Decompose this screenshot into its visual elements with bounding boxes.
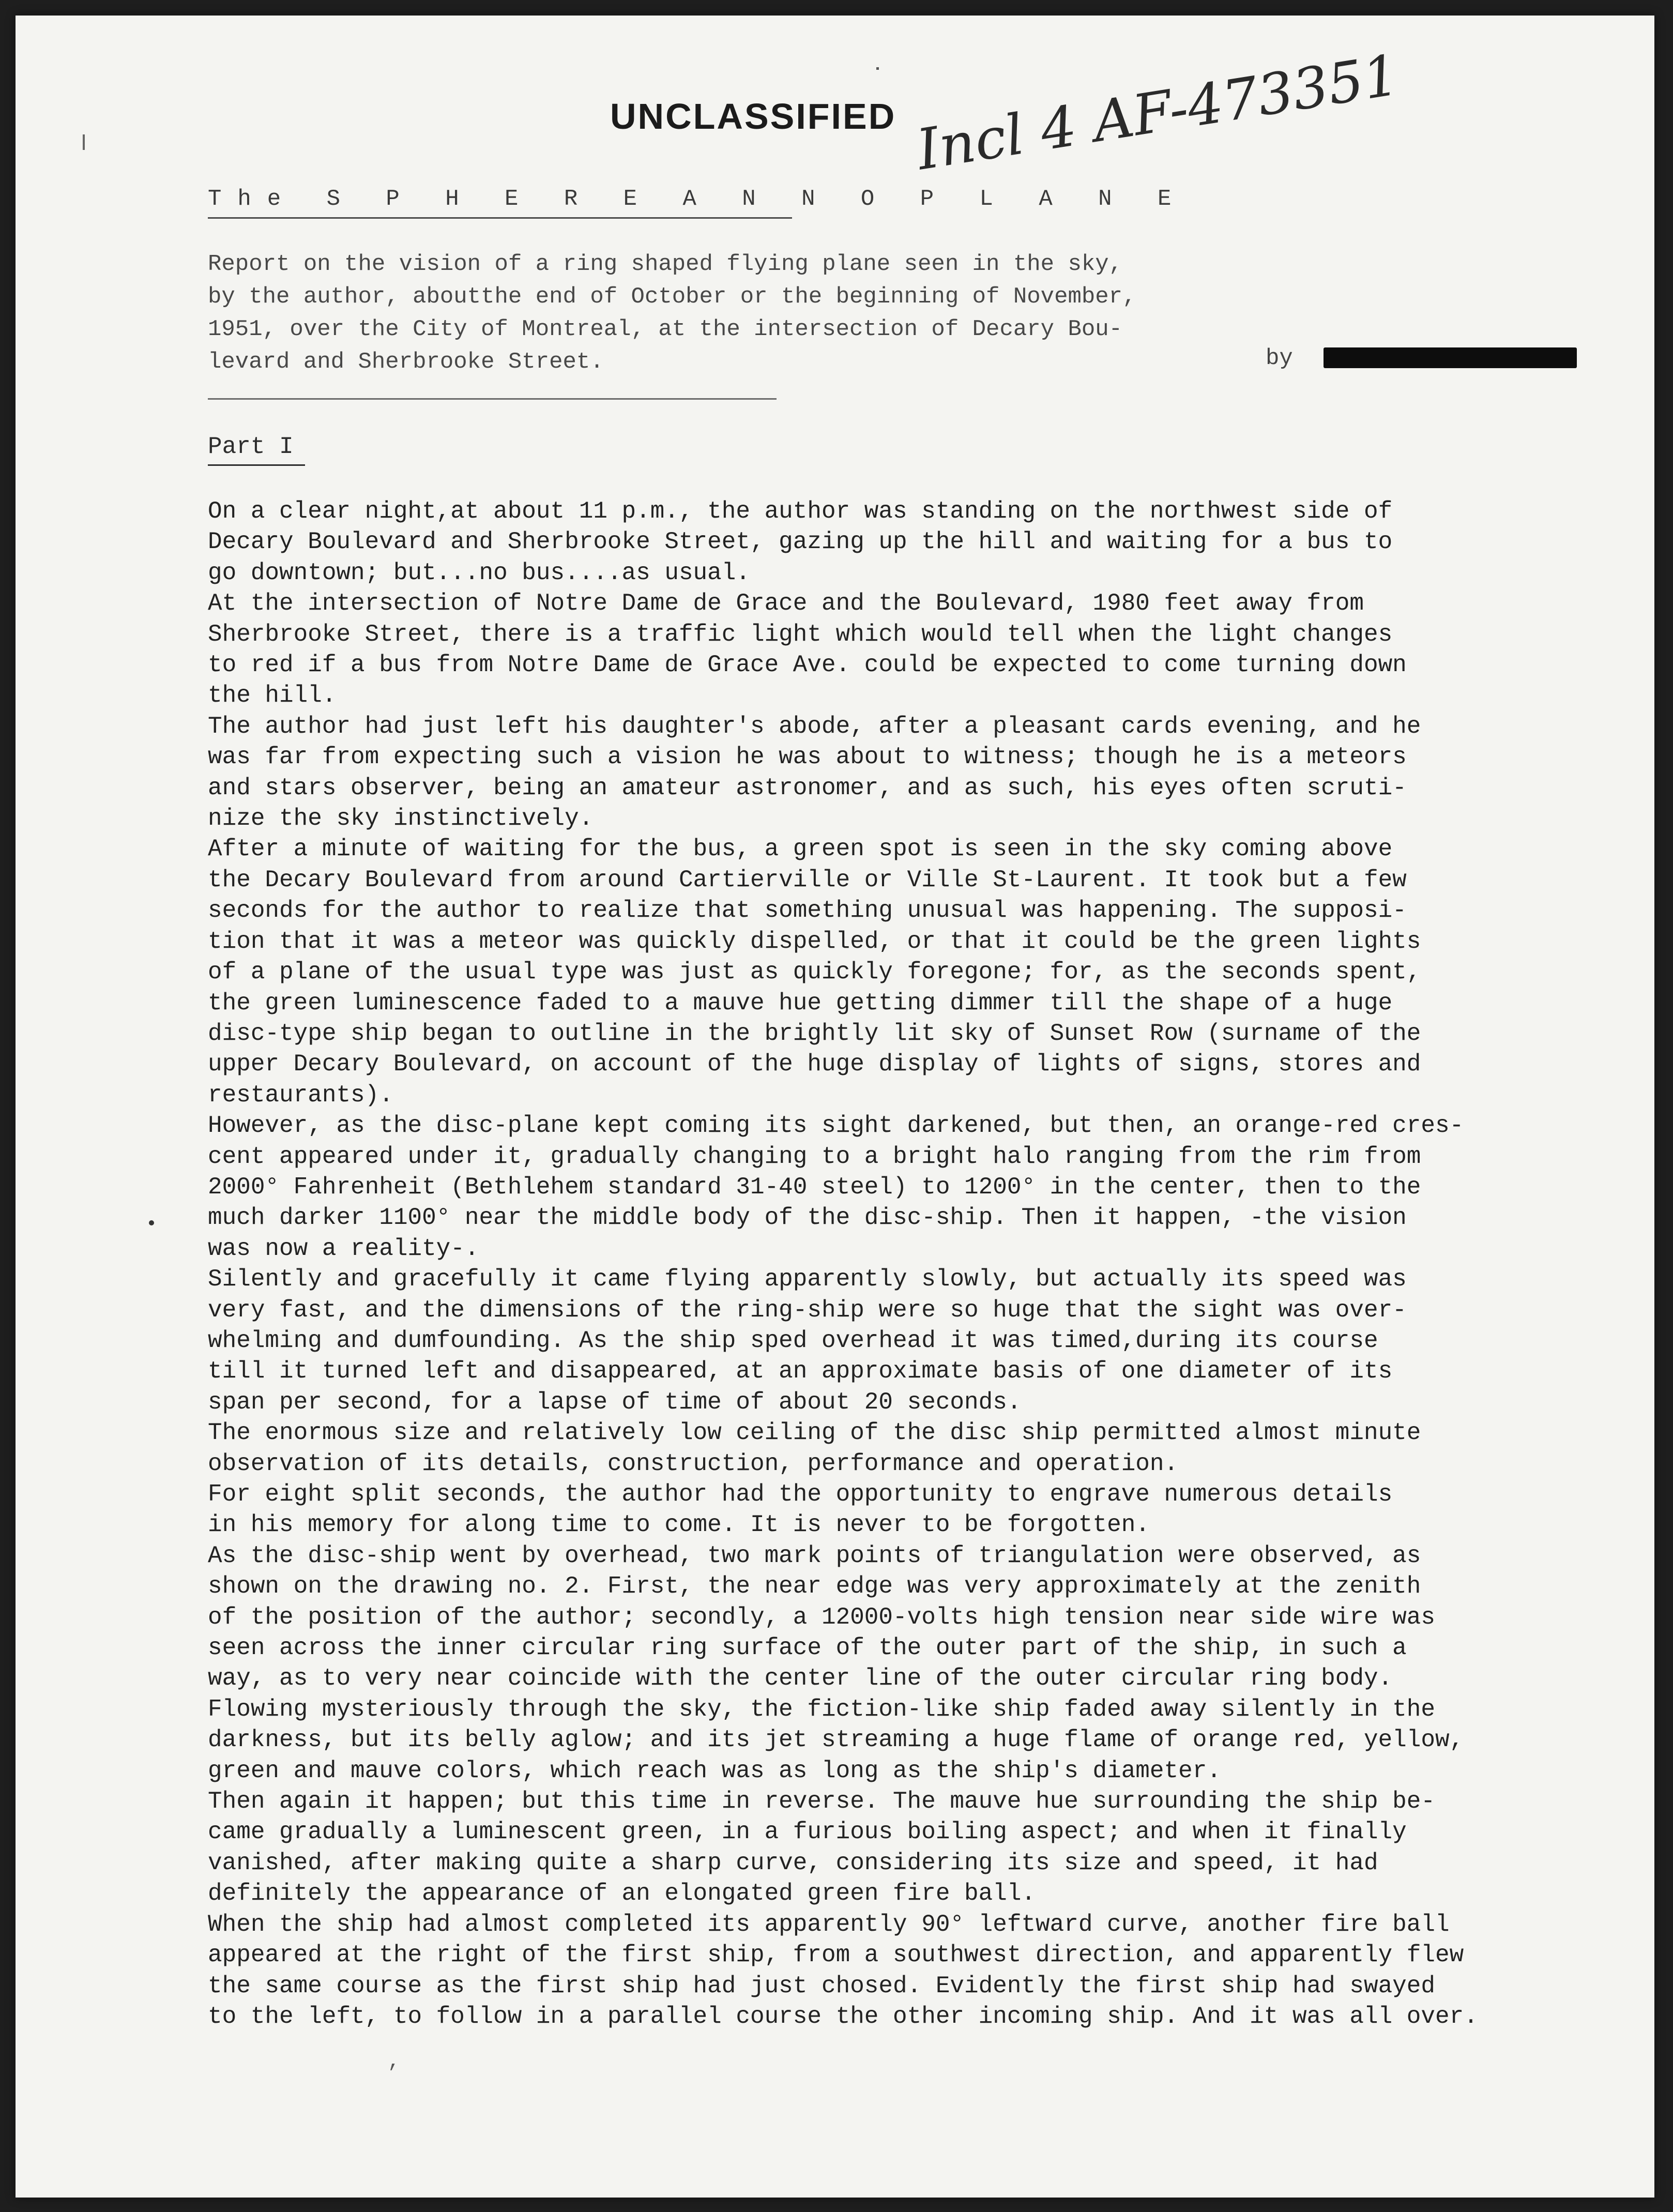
body-line: was now a reality-. xyxy=(208,1235,479,1262)
body-line: The enormous size and relatively low ceiling of the disc ship permitted almost minute xyxy=(208,1419,1421,1447)
body-line: tion that it was a meteor was quickly dispelled, or that it could be the green lights xyxy=(208,928,1421,955)
body-line: darkness, but its belly aglow; and its jet streaming a huge flame of orange red, yellow, xyxy=(208,1726,1464,1754)
body-line: On a clear night,at about 11 p.m., the author was standing on the northwest side of xyxy=(208,498,1393,525)
margin-dot xyxy=(149,1220,154,1225)
body-line: The author had just left his daughter's abode, after a pleasant cards evening, and he xyxy=(208,713,1421,740)
body-line: cent appeared under it, gradually changing to a bright halo ranging from the rim from xyxy=(208,1143,1421,1170)
handwritten-annotation: Incl 4 AF-473351 xyxy=(912,42,1404,183)
body-line: whelming and dumfounding. As the ship sped overhead it was timed,during its course xyxy=(208,1327,1378,1354)
body-line: was far from expecting such a vision he was about to witness; though he is a meteors xyxy=(208,744,1407,771)
redaction-bar xyxy=(1324,347,1577,368)
body-line: 2000° Fahrenheit (Bethlehem standard 31-40 steel) to 1200° in the center, then to the xyxy=(208,1173,1421,1201)
body-line: For eight split seconds, the author had the opportunity to engrave numerous details xyxy=(208,1481,1393,1508)
body-line: restaurants). xyxy=(208,1081,393,1109)
body-line: very fast, and the dimensions of the ring-ship were so huge that the sight was over- xyxy=(208,1296,1407,1324)
body-line: seen across the inner circular ring surface of the outer part of the ship, in such a xyxy=(208,1634,1407,1662)
description-line: 1951, over the City of Montreal, at the intersection of Decary Bou- xyxy=(208,316,1123,342)
body-line: Decary Boulevard and Sherbrooke Street, gazing up the hill and waiting for a bus to xyxy=(208,528,1393,556)
body-line: of the position of the author; secondly, a 12000-volts high tension near side wire was xyxy=(208,1603,1435,1631)
body-line: Then again it happen; but this time in reverse. The mauve hue surrounding the ship be- xyxy=(208,1788,1435,1815)
body-line: seconds for the author to realize that something unusual was happening. The supposi- xyxy=(208,897,1407,925)
body-line: in his memory for along time to come. It is never to be forgotten. xyxy=(208,1511,1150,1539)
body-line: appeared at the right of the first ship, from a southwest direction, and apparently flew xyxy=(208,1942,1464,1969)
description-line: levard and Sherbrooke Street. xyxy=(208,349,604,375)
body-line: definitely the appearance of an elongated green fire ball. xyxy=(208,1880,1036,1907)
body-line: Sherbrooke Street, there is a traffic light which would tell when the light changes xyxy=(208,620,1393,648)
body-line: go downtown; but...no bus....as usual. xyxy=(208,559,750,586)
description-line: by the author, aboutthe end of October or the beginning of November, xyxy=(208,284,1136,310)
body-line: way, as to very near coincide with the center line of the outer circular ring body. xyxy=(208,1665,1393,1692)
body-line: At the intersection of Notre Dame de Grace and the Boulevard, 1980 feet away from xyxy=(208,590,1364,617)
body-line: After a minute of waiting for the bus, a green spot is seen in the sky coming above xyxy=(208,836,1393,863)
body-line: Flowing mysteriously through the sky, the fiction-like ship faded away silently in the xyxy=(208,1695,1435,1723)
body-line: As the disc-ship went by overhead, two mark points of triangulation were observed, as xyxy=(208,1542,1421,1569)
body-line: till it turned left and disappeared, at an approximate basis of one diameter of its xyxy=(208,1358,1393,1385)
body-text xyxy=(208,496,1609,2032)
scan-speck xyxy=(876,67,879,70)
body-line: shown on the drawing no. 2. First, the near edge was very approximately at the zenith xyxy=(208,1573,1421,1600)
body-line: to red if a bus from Notre Dame de Grace Ave. could be expected to come turning down xyxy=(208,652,1407,679)
body-line: much darker 1100° near the middle body of the disc-ship. Then it happen, -the vision xyxy=(208,1204,1407,1232)
body-line: nize the sky instinctively. xyxy=(208,805,594,832)
body-line: the hill. xyxy=(208,682,337,709)
byline: by xyxy=(1266,345,1293,371)
body-line: observation of its details, construction, performance and operation. xyxy=(208,1450,1179,1477)
body-line: vanished, after making quite a sharp curve, considering its size and speed, it had xyxy=(208,1849,1378,1876)
body-line: However, as the disc-plane kept coming its sight darkened, but then, an orange-red cres- xyxy=(208,1112,1464,1140)
document-title: The S P H E R E A N N O P L A N E xyxy=(208,186,1188,212)
divider xyxy=(208,398,777,400)
scan-mark: , xyxy=(388,2050,401,2073)
body-line: When the ship had almost completed its apparently 90° leftward curve, another fire ball xyxy=(208,1911,1450,1938)
body-line: the Decary Boulevard from around Cartierville or Ville St-Laurent. It took but a few xyxy=(208,866,1407,893)
section-underline xyxy=(208,464,305,466)
body-line: and stars observer, being an amateur astronomer, and as such, his eyes often scruti- xyxy=(208,774,1407,801)
description-line: Report on the vision of a ring shaped flying plane seen in the sky, xyxy=(208,251,1123,277)
section-heading: Part I xyxy=(208,433,294,460)
body-line: of a plane of the usual type was just as quickly foregone; for, as the seconds spent, xyxy=(208,959,1421,986)
body-line: came gradually a luminescent green, in a furious boiling aspect; and when it finally xyxy=(208,1819,1407,1846)
body-line: the same course as the first ship had just chosed. Evidently the first ship had swayed xyxy=(208,1972,1435,1999)
body-line: Silently and gracefully it came flying apparently slowly, but actually its speed was xyxy=(208,1266,1407,1293)
classification-stamp: UNCLASSIFIED xyxy=(610,96,896,137)
body-line: span per second, for a lapse of time of about 20 seconds. xyxy=(208,1388,1022,1416)
body-line: upper Decary Boulevard, on account of the huge display of lights of signs, stores and xyxy=(208,1051,1421,1078)
body-line: green and mauve colors, which reach was as long as the ship's diameter. xyxy=(208,1757,1221,1784)
document-page xyxy=(16,16,1654,2198)
body-line: disc-type ship began to outline in the brightly lit sky of Sunset Row (surname of the xyxy=(208,1020,1421,1047)
title-underline xyxy=(208,217,792,219)
body-line: to the left, to follow in a parallel course the other incoming ship. And it was all over. xyxy=(208,2003,1478,2030)
scan-mark xyxy=(83,134,85,150)
body-line: the green luminescence faded to a mauve hue getting dimmer till the shape of a huge xyxy=(208,989,1393,1017)
